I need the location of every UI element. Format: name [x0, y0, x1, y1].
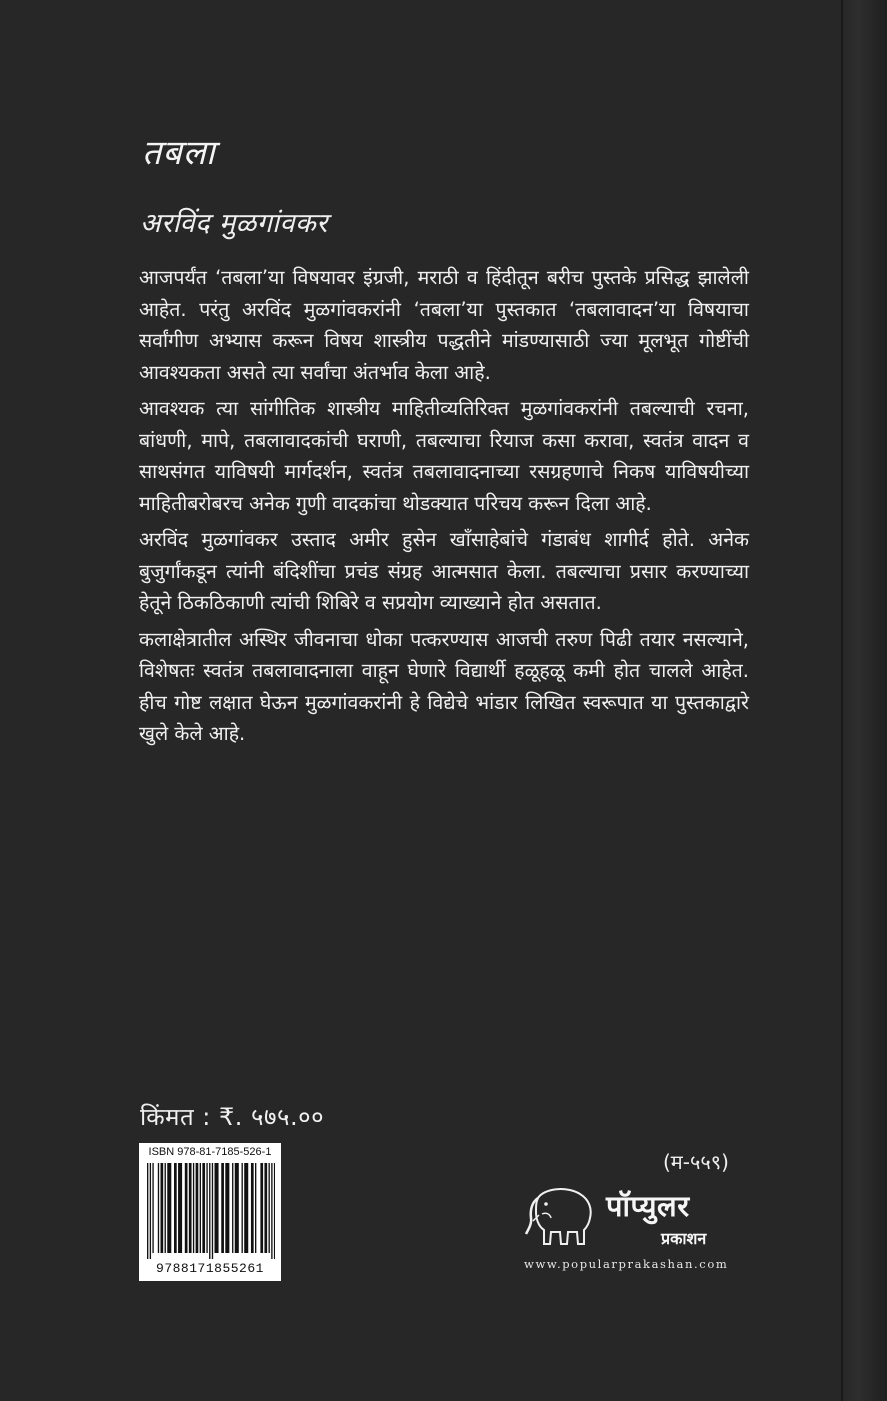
barcode-bar [158, 1163, 159, 1253]
barcode-bar [244, 1163, 248, 1253]
blurb-text [139, 262, 749, 755]
barcode-bar [225, 1163, 229, 1253]
barcode-bar [209, 1163, 210, 1259]
barcode-bar [260, 1163, 263, 1253]
barcode-bar [150, 1163, 151, 1259]
barcode-bar [221, 1163, 224, 1253]
spine-fold-line [841, 0, 843, 1401]
publisher-subtitle: प्रकाशन [661, 1229, 707, 1248]
barcode-bar [264, 1163, 267, 1253]
barcode-bar [161, 1163, 164, 1253]
barcode-bar [274, 1163, 275, 1259]
blurb-paragraph-2: आवश्यक त्या सांगीतिक शास्त्रीय माहितीव्यतिरिक्त मुळगांवकरांनी तबल्याची रचना, बांधणी, मापे, तबलावादकांची घराणी, तबल्याचा रियाज कसा करावा, स्वतंत्र वादन व साथसंगत याविषयी मार्गदर्शन, स्वतंत्र तबलावादनाच्या रसग्रहणाचे निकष याविषयीच्या माहितीबरोबरच अनेक गुणी वादकांचा थोडक्यात परिचय करून दिला आहे. [139, 397, 749, 515]
series-code: (म-५५९) [663, 1150, 729, 1174]
barcode-digits: 9788171855261 [156, 1261, 264, 1276]
barcode-bar [251, 1163, 254, 1253]
blurb-paragraph-4: कलाक्षेत्रातील अस्थिर जीवनाचा धोका पत्करण्यास आजची तरुण पिढी तयार नसल्याने, विशेषतः स्वतंत्र तबलावादनाला वाहून घेणारे विद्यार्थी हळूहळू कमी होत चालले आहेत. हीच गोष्ट लक्षात घेऊन मुळगांवकरांनी हे विद्येचे भांडार लिखित स्वरूपात या पुस्तकाद्वारे खुले केले आहे. [139, 627, 749, 745]
barcode-bar [215, 1163, 219, 1253]
barcode-bar [147, 1163, 148, 1259]
elephant-icon [524, 1184, 602, 1250]
barcode-bars [145, 1163, 275, 1259]
barcode-bar [189, 1163, 192, 1253]
barcode-bar [174, 1163, 177, 1253]
publisher-logo [524, 1182, 774, 1282]
barcode-bar [269, 1163, 270, 1253]
publisher-url: www.popularprakashan.com [524, 1257, 729, 1271]
barcode-bar [167, 1163, 171, 1253]
barcode-bar [165, 1163, 166, 1253]
barcode-bar [196, 1163, 199, 1253]
barcode-bar [232, 1163, 233, 1253]
publisher-name: पॉप्युलर [606, 1189, 690, 1223]
barcode-bar [152, 1163, 153, 1253]
spine-edge [839, 0, 887, 1401]
price-label: किंमत : ₹. ५७५.०० [140, 1103, 325, 1131]
book-author: अरविंद मुळगांवकर [140, 208, 328, 239]
isbn-barcode [139, 1143, 281, 1281]
barcode-bar [235, 1163, 239, 1253]
barcode-bar [202, 1163, 205, 1253]
barcode-bar [185, 1163, 188, 1253]
blurb-paragraph-3: अरविंद मुळगांवकर उस्ताद अमीर हुसेन खाँसाहेबांचे गंडाबंध शागीर्द होते. अनेक बुजुर्गांकडून त्यांनी बंदिशींचा प्रचंड संग्रह आत्मसात केला. तबल्याचा प्रसार करण्याच्या हेतूने ठिकठिकाणी त्यांची शिबिरे व सप्रयोग व्याख्याने होत असतात. [139, 528, 749, 614]
barcode-bar [206, 1163, 207, 1253]
barcode-bar [242, 1163, 243, 1253]
barcode-bar [271, 1163, 272, 1259]
book-title: तबला [142, 133, 216, 173]
barcode-bar [200, 1163, 201, 1253]
barcode-bar [193, 1163, 194, 1253]
isbn-label: ISBN 978-81-7185-526-1 [148, 1146, 272, 1158]
barcode-bar [255, 1163, 256, 1253]
barcode-bar [178, 1163, 182, 1253]
blurb-paragraph-1: आजपर्यंत ‘तबला’या विषयावर इंग्रजी, मराठी व हिंदीतून बरीच पुस्तके प्रसिद्ध झालेली आहेत. परंतु अरविंद मुळगांवकरांनी ‘तबला’या पुस्तकात ‘तबलावादन’या विषयाचा सर्वांगीण अभ्यास करून विषय शास्त्रीय पद्धतीने मांडण्यासाठी ज्या मूलभूत गोष्टींची आवश्यकता असते त्या सर्वांचा अंतर्भाव केला आहे. [139, 266, 749, 384]
barcode-bar [212, 1163, 213, 1259]
